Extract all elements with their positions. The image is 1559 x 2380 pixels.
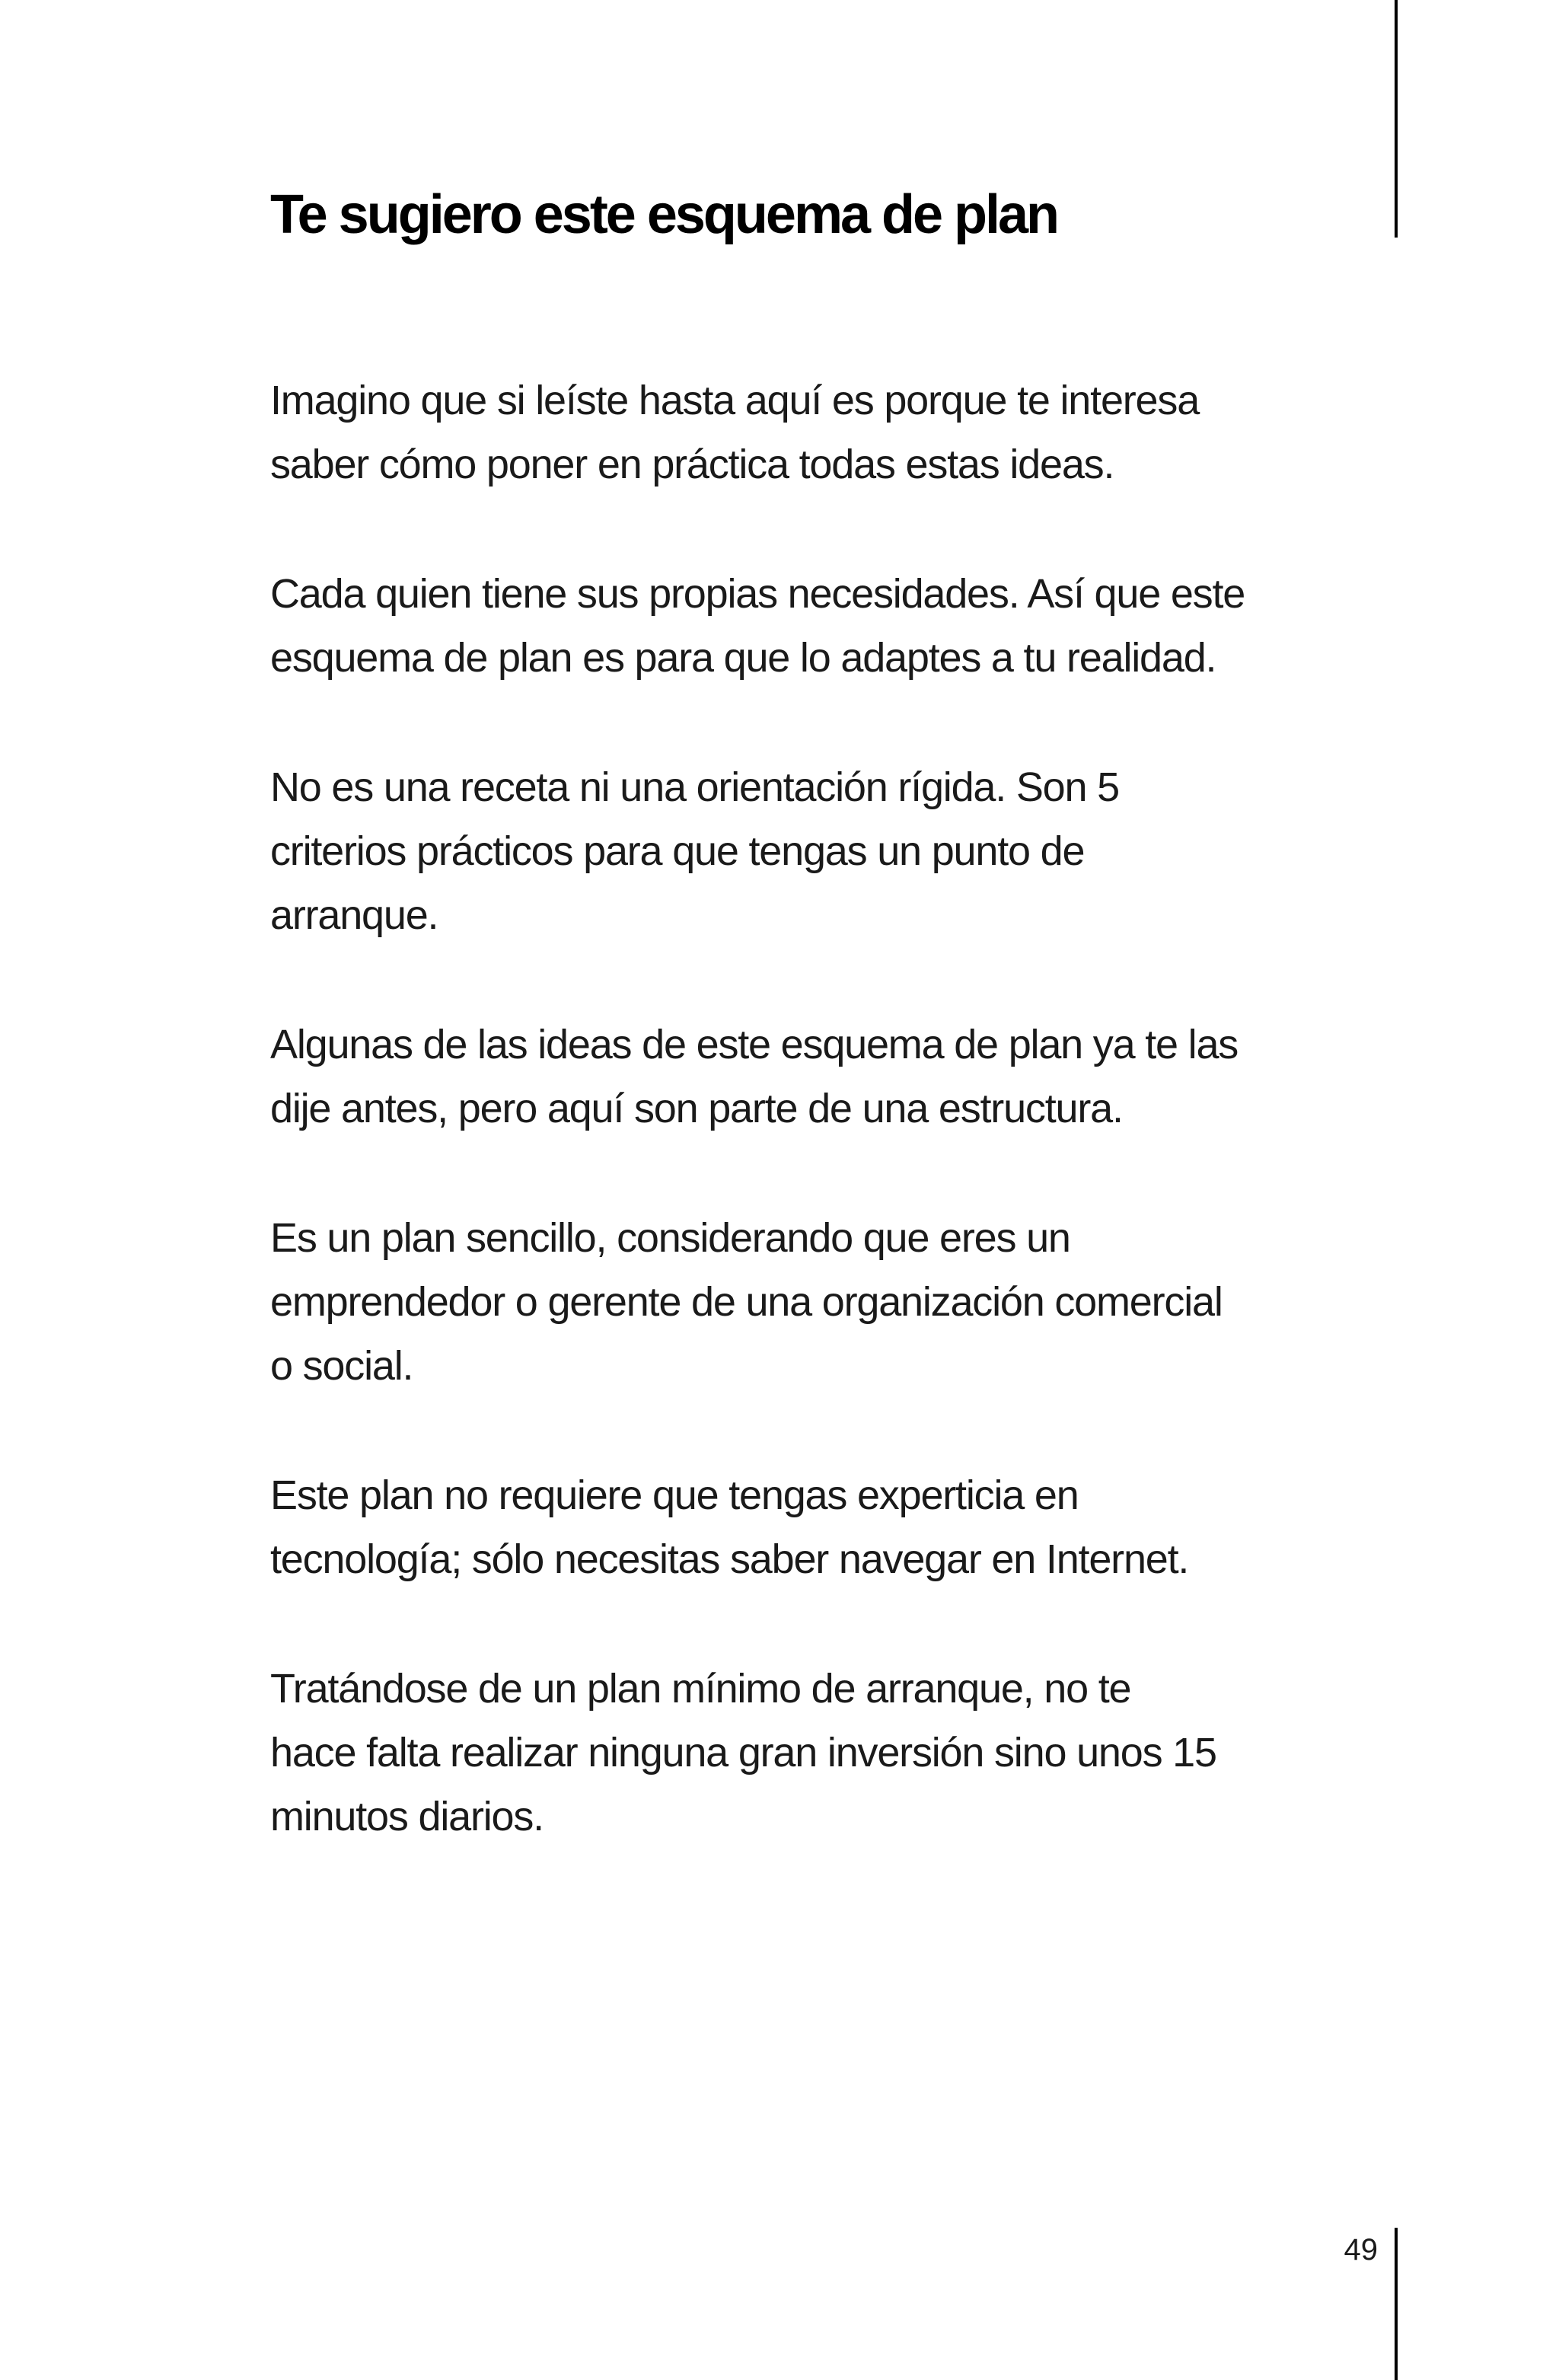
paragraph-line: esquema de plan es para que lo adaptes a tu realidad.: [270, 635, 1216, 681]
page-title: Te sugiero este esquema de plan: [270, 184, 1058, 245]
paragraph-line: Imagino que si leíste hasta aquí es porque te interesa: [270, 378, 1200, 423]
paragraph-line: Tratándose de un plan mínimo de arranque, no te: [270, 1666, 1131, 1712]
paragraph: [270, 1013, 1382, 1141]
paragraph: [270, 1463, 1382, 1591]
paragraph-line: tecnología; sólo necesitas saber navegar en Internet.: [270, 1536, 1189, 1582]
paragraph-line: Cada quien tiene sus propias necesidades. Así que este: [270, 571, 1245, 617]
paragraph-line: Algunas de las ideas de este esquema de plan ya te las: [270, 1022, 1239, 1067]
body-text: [270, 368, 1382, 1914]
paragraph-line: No es una receta ni una orientación rígida. Son 5: [270, 764, 1119, 810]
paragraph: [270, 755, 1382, 947]
paragraph: [270, 562, 1382, 690]
page-number: 49: [1344, 2233, 1378, 2267]
paragraph-line: saber cómo poner en práctica todas estas ideas.: [270, 442, 1114, 487]
paragraph-line: hace falta realizar ninguna gran inversión sino unos 15: [270, 1730, 1216, 1775]
crop-mark-top: [1395, 0, 1398, 238]
paragraph-line: o social.: [270, 1343, 413, 1389]
paragraph-line: emprendedor o gerente de una organización comercial: [270, 1279, 1223, 1325]
paragraph: [270, 1206, 1382, 1398]
paragraph-line: criterios prácticos para que tengas un punto de: [270, 828, 1085, 874]
crop-mark-bottom: [1395, 2228, 1398, 2380]
paragraph: [270, 368, 1382, 496]
paragraph-line: arranque.: [270, 892, 438, 938]
paragraph-line: minutos diarios.: [270, 1794, 544, 1839]
paragraph-line: Es un plan sencillo, considerando que eres un: [270, 1215, 1070, 1261]
paragraph-line: dije antes, pero aquí son parte de una estructura.: [270, 1086, 1123, 1131]
paragraph-line: Este plan no requiere que tengas experticia en: [270, 1472, 1079, 1518]
paragraph: [270, 1657, 1382, 1849]
